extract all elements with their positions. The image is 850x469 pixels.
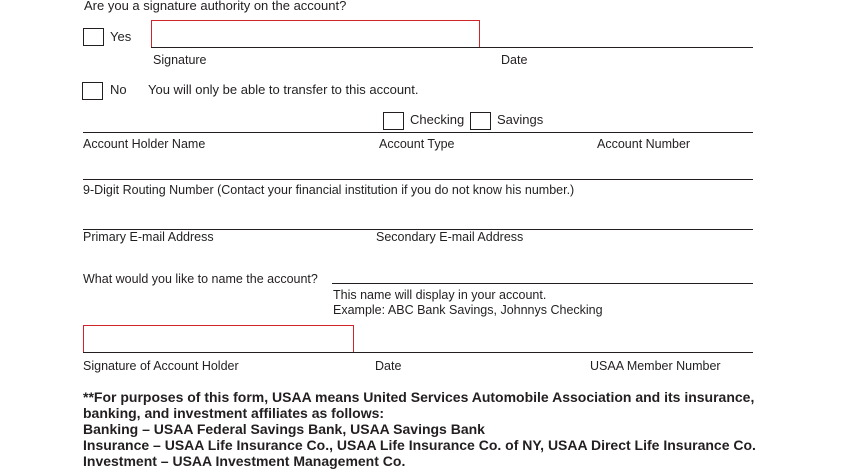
- checking-label: Checking: [410, 112, 465, 127]
- signature-authority-question: Are you a signature authority on the account?: [84, 0, 347, 13]
- routing-number-label: 9-Digit Routing Number (Contact your financial institution if you do not know his number.): [83, 183, 575, 197]
- secondary-email-label: Secondary E-mail Address: [376, 230, 524, 244]
- footnote-line-1: **For purposes of this form, USAA means United Services Automobile Association and its insurance,: [83, 389, 755, 405]
- account-number-label: Account Number: [597, 137, 691, 151]
- no-option-note: You will only be able to transfer to this account.: [148, 82, 419, 97]
- routing-number-line[interactable]: [83, 179, 753, 180]
- signature-input[interactable]: [151, 20, 480, 48]
- checking-checkbox[interactable]: [383, 112, 404, 130]
- date-label-2: Date: [375, 359, 402, 373]
- savings-label: Savings: [497, 112, 544, 127]
- yes-checkbox[interactable]: [83, 28, 104, 46]
- footnote-line-4: Insurance – USAA Life Insurance Co., USAA Life Insurance Co. of NY, USAA Direct Life Insurance Co.: [83, 437, 756, 453]
- date-label: Date: [501, 53, 528, 67]
- savings-checkbox[interactable]: [470, 112, 491, 130]
- footnote-line-3: Banking – USAA Federal Savings Bank, USAA Savings Bank: [83, 421, 485, 437]
- usaa-member-number-label: USAA Member Number: [590, 359, 721, 373]
- footnote-line-5: Investment – USAA Investment Management Co.: [83, 453, 406, 469]
- name-account-hint-2: Example: ABC Bank Savings, Johnnys Checking: [333, 303, 603, 317]
- yes-label: Yes: [110, 29, 132, 44]
- name-account-question: What would you like to name the account?: [83, 272, 318, 286]
- signature-of-account-holder-label: Signature of Account Holder: [83, 359, 239, 373]
- name-account-hint-1: This name will display in your account.: [333, 288, 547, 302]
- account-holder-signature-input[interactable]: [83, 325, 354, 353]
- account-holder-signature-line: [83, 352, 753, 353]
- footnote-line-2: banking, and investment affiliates as follows:: [83, 405, 385, 421]
- account-holder-name-label: Account Holder Name: [83, 137, 206, 151]
- signature-label: Signature: [153, 53, 207, 67]
- account-nickname-line[interactable]: [332, 283, 753, 284]
- no-label: No: [110, 82, 127, 97]
- account-info-line[interactable]: [83, 132, 753, 133]
- account-type-label: Account Type: [379, 137, 455, 151]
- no-checkbox[interactable]: [82, 82, 103, 100]
- signature-line: [151, 47, 753, 48]
- primary-email-label: Primary E-mail Address: [83, 230, 214, 244]
